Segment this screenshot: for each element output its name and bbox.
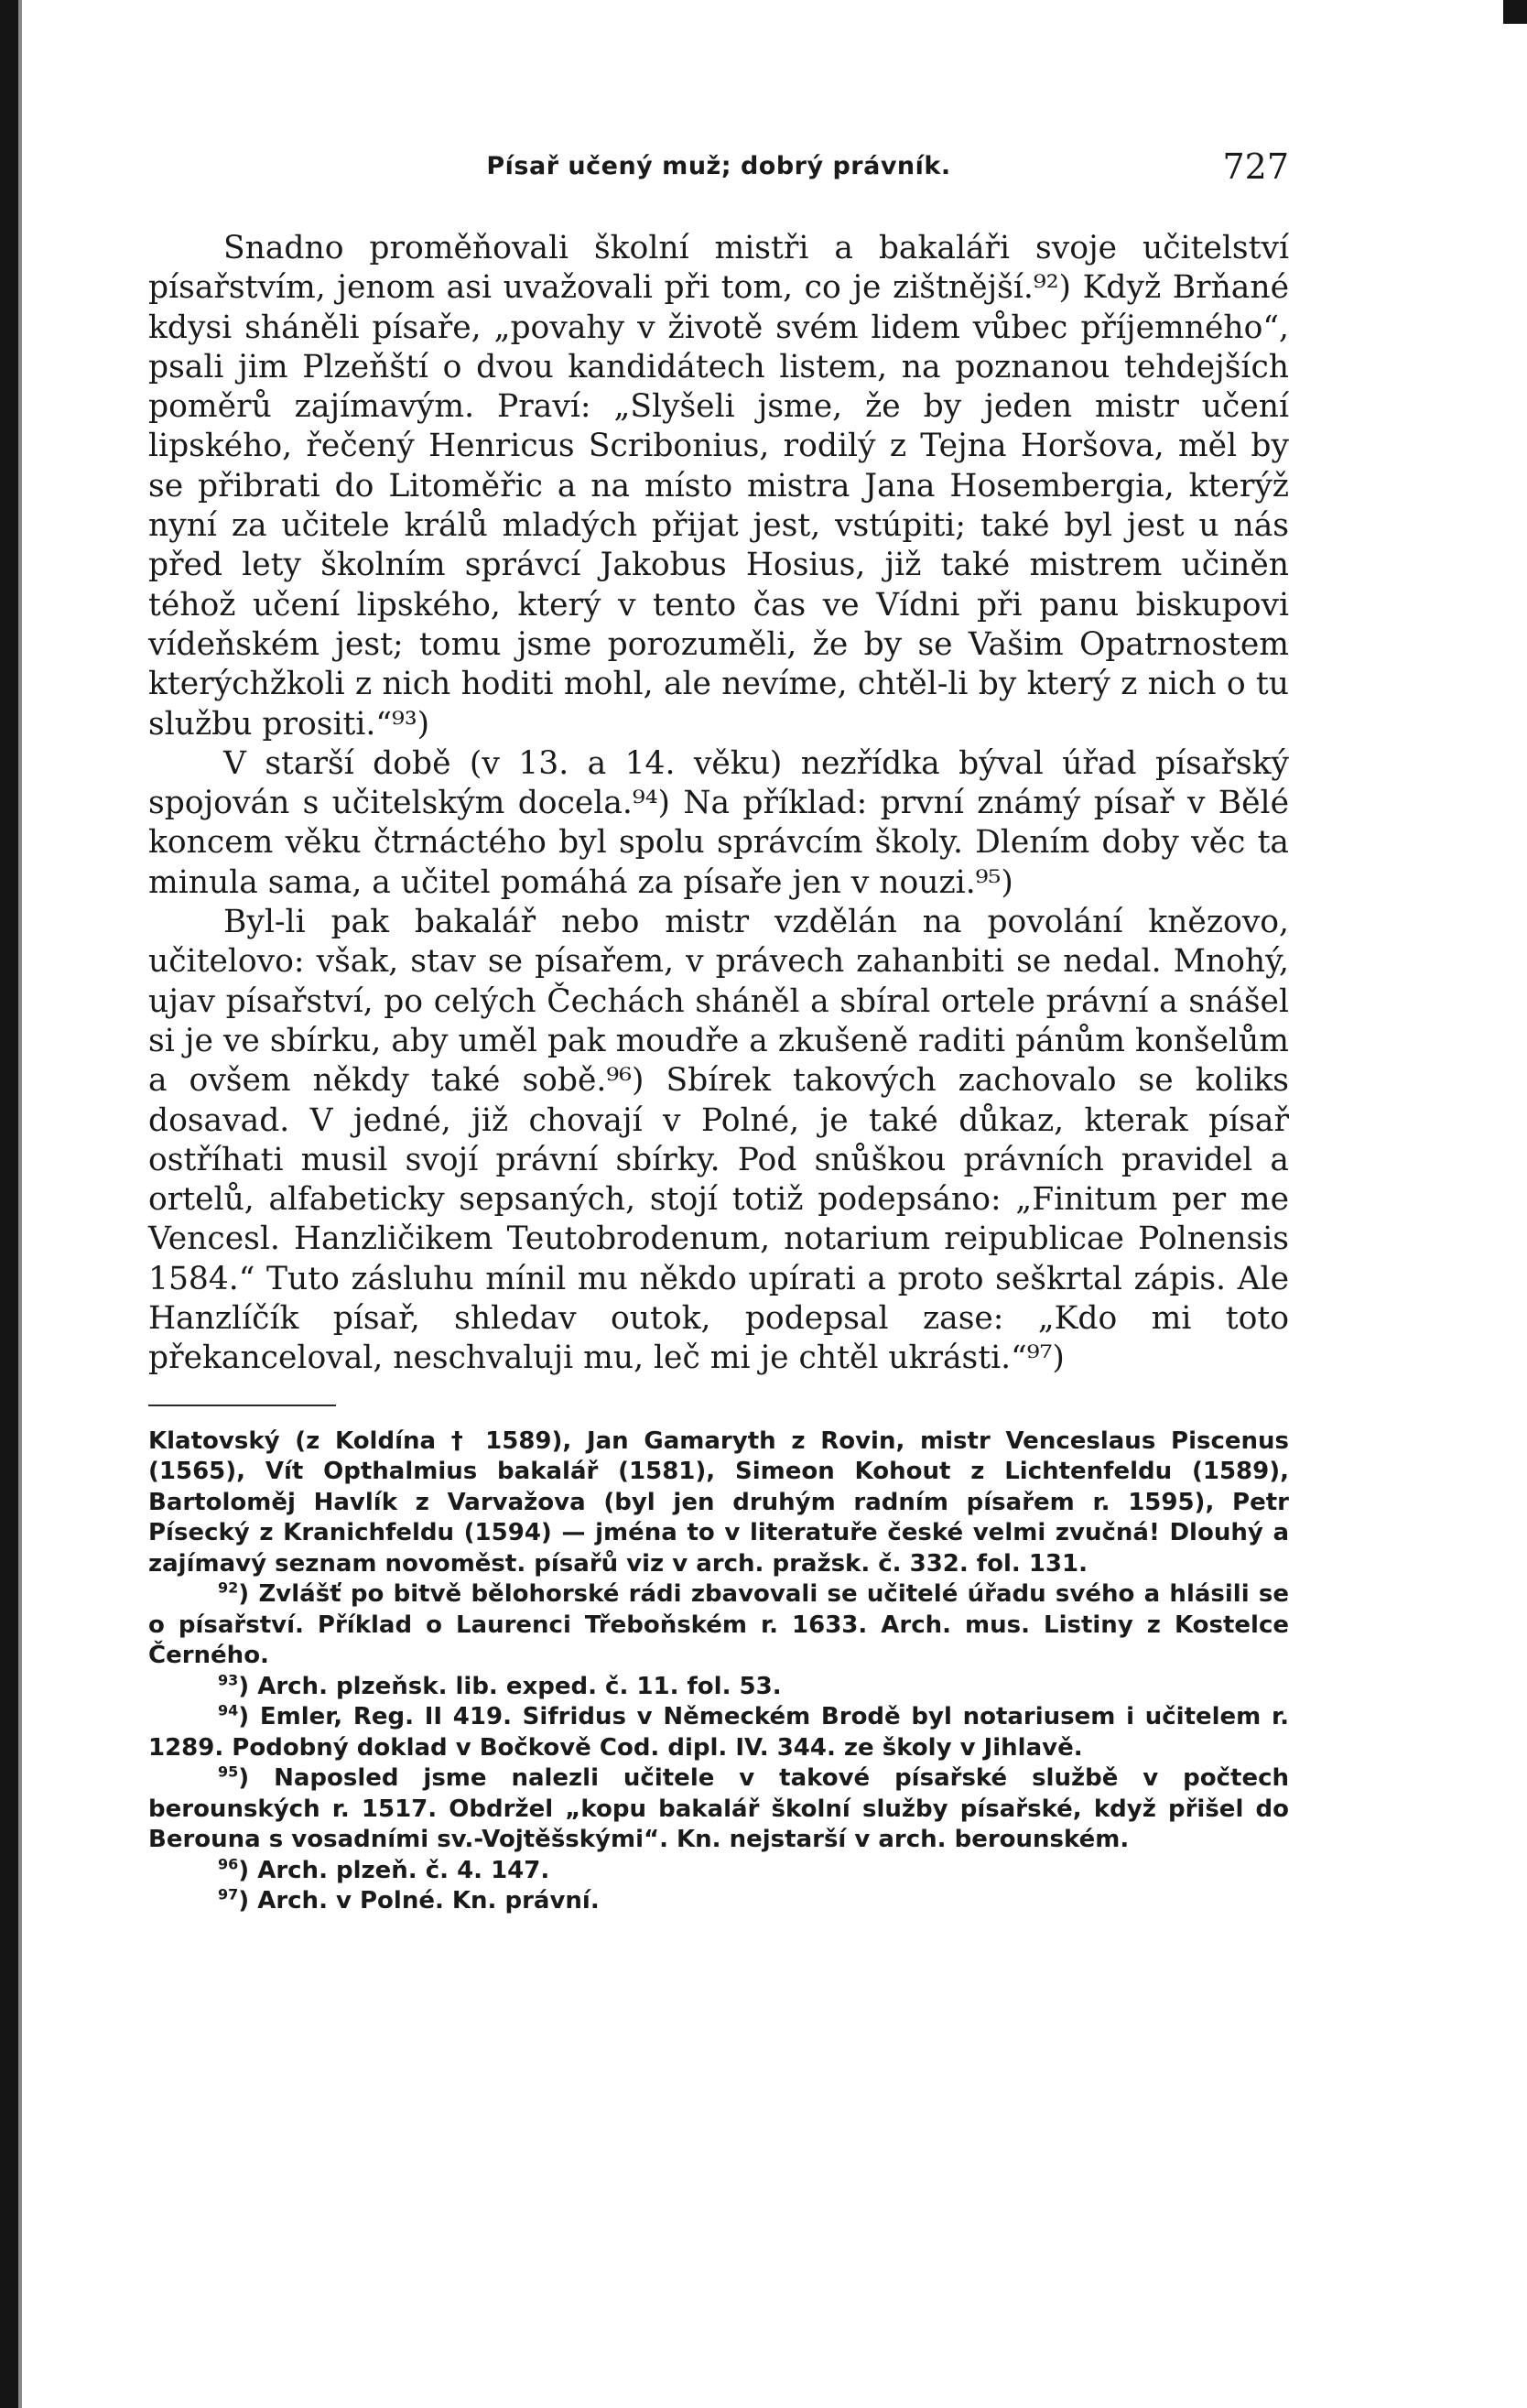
book-page [148,146,1289,1917]
footnote-separator [148,1405,336,1406]
footnote-mark: 92 [218,1578,239,1597]
footnote: $^{96}$) Arch. plzeň. č. 4. 147. [218,1854,550,1884]
paragraph: Snadno proměňovali školní mistři a bakaláři svoje učitelství písařstvím, jenom asi uvažovali při tom, co je zištnější.⁹²) Když Brňané kdysi sháněli písaře, „povahy v životě svém lidem vůbec příjemného“, psali jim Plzeňští o dvou kandidátech listem, na poznanou tehdejších poměrů zajímavým. Praví: „Slyšeli jsme, že by jeden mistr učení lipského, řečený Henricus Scribonius, rodilý z Tejna Horšova, měl by se přibrati do Litoměřic a na místo mistra Jana Hosembergia, kterýž nyní za učitele králů mladých přijat jest, vstúpiti; také byl jest u nás před lety školním správcí Jakobus Hosius, již také mistrem učiněn téhož učení lipského, který v tento čas ve Vídni při panu biskupovi vídeňském jest; tomu jsme porozuměli, že by se Vašim Opatrnostem kterýchžkoli z nich hoditi mohl, ale nevíme, chtěl-li by který z nich o tu službu prositi.“⁹³) [148,230,1289,743]
footnote-text: Arch. plzeňsk. lib. exped. č. 11. fol. 53. [257,1672,782,1700]
footnote: $^{94}$) Emler, Reg. II 419. Sifridus v Německém Brodě byl notariusem i učitelem r. 1289. Podobný doklad v Bočkově Cod. dipl. IV. 344. ze školy v Jihlavě. [148,1701,1289,1762]
body-text [148,229,1289,1379]
paragraph: V starší době (v 13. a 14. věku) nezřídka býval úřad písařský spojován s učitelským docela.⁹⁴) Na příklad: první známý písař v Bělé koncem věku čtrnáctého byl spolu správcím školy. Dlením doby věc ta minula sama, a učitel pomáhá za písaře jen v nouzi.⁹⁵) [148,744,1289,901]
page-number: 727 [1222,146,1289,187]
footnote-continuation: Klatovský (z Koldína † 1589), Jan Gamaryth z Rovin, mistr Venceslaus Piscenus (1565), Vít Opthalmius bakalář (1581), Simeon Kohout z Lichtenfeldu (1589), Bartoloměj Havlík z Varvažova (byl jen druhým radním písařem r. 1595), Petr Písecký z Kranichfeldu (1594) — jména to v literatuře české velmi zvučná! Dlouhý a zajímavý seznam novoměst. písařů viz v arch. pražsk. č. 332. fol. 131. [148,1426,1289,1578]
footnote: $^{93}$) Arch. plzeňsk. lib. exped. č. 11. fol. 53. [218,1670,782,1700]
footnote-mark: 95 [218,1763,239,1781]
footnotes [148,1426,1289,1917]
footnote-mark: 97 [218,1885,239,1904]
scan-left-edge-shadow [18,0,22,2408]
footnote-text: Zvlášť po bitvě bělohorské rádi zbavovali se učitelé úřadu svého a hlásili se o písařství. Příklad o Laurenci Třeboňském r. 1633. Arch. mus. Listiny z Kostelce Černého. [148,1580,1290,1670]
footnote: $^{97}$) Arch. v Polné. Kn. právní. [218,1885,600,1915]
footnote-text: Arch. v Polné. Kn. právní. [257,1887,600,1915]
scan-left-edge [0,0,18,2408]
running-title: Písař učený muž; dobrý právník. [486,152,951,180]
footnote: $^{95}$) Naposled jsme nalezli učitele v takové písařské službě v počtech berounských r. 1517. Obdržel „kopu bakalář školní služby písařské, když přišel do Berouna s vosadními sv.-Vojtěšskými“. Kn. nejstarší v arch. berounském. [148,1763,1289,1854]
scan-corner-mark [1503,0,1527,24]
footnote-mark: 93 [218,1670,239,1688]
footnote-text: Emler, Reg. II 419. Sifridus v Německém Brodě byl notariusem i učitelem r. 1289. Podobný doklad v Bočkově Cod. dipl. IV. 344. ze školy v Jihlavě. [148,1703,1289,1762]
footnote: $^{92}$) Zvlášť po bitvě bělohorské rádi zbavovali se učitelé úřadu svého a hlásili se o písařství. Příklad o Laurenci Třeboňském r. 1633. Arch. mus. Listiny z Kostelce Černého. [148,1578,1290,1670]
footnote-mark: 94 [218,1701,239,1719]
paragraph: Byl-li pak bakalář nebo mistr vzdělán na povolání knězovo, učitelovo: však, stav se písařem, v právech zahanbiti se nedal. Mnohý, ujav písařství, po celých Čechách sháněl a sbíral ortele právní a snášel si je ve sbírku, aby uměl pak moudře a zkušeně raditi pánům konšelům a ovšem někdy také sobě.⁹⁶) Sbírek takových zachovalo se koliks dosavad. V jedné, již chovají v Polné, je také důkaz, kterak písař ostříhati musil svojí právní sbírky. Pod snůškou právních pravidel a ortelů, alfabeticky sepsaných, stojí totiž podepsáno: „Finitum per me Vencesl. Hanzličikem Teutobrodenum, notarium reipublicae Polnensis 1584.“ Tuto zásluhu mínil mu někdo upírati a proto seškrtal zápis. Ale Hanzlíčík písař, shledav outok, podepsal zase: „Kdo mi toto překanceloval, neschvaluji mu, leč mi je chtěl ukrásti.“⁹⁷) [148,904,1289,1377]
footnote-mark: 96 [218,1854,239,1872]
footnote-text: Arch. plzeň. č. 4. 147. [257,1856,550,1884]
running-head [148,146,1289,201]
footnote-text: Naposled jsme nalezli učitele v takové písařské službě v počtech berounských r. 1517. Obdržel „kopu bakalář školní služby písařské, když přišel do Berouna s vosadními sv.-Vojtěšskými“. Kn. nejstarší v arch. berounském. [148,1764,1289,1854]
